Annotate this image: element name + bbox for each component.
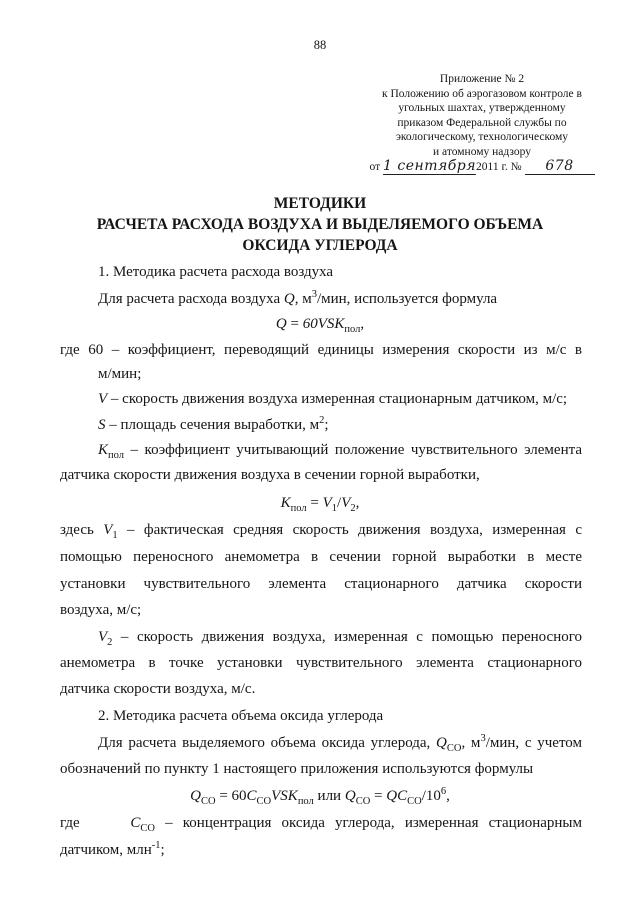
section-2-heading: 2. Методика расчета объема оксида углерода — [98, 708, 384, 724]
appendix-block — [364, 72, 600, 175]
title-line: РАСЧЕТА РАСХОДА ВОЗДУХА И ВЫДЕЛЯЕМОГО ОБЪЕМА — [96, 216, 544, 233]
paragraph: V – скорость движения воздуха измеренная стационарным датчиком, м/с; — [98, 391, 568, 407]
paragraph: $V_2$ – скорость движения воздуха, измеренная с помощью переносного — [98, 629, 582, 648]
appendix-line: экологическому, технологическому — [395, 131, 569, 143]
paragraph: обозначений по пункту 1 настоящего приложения используются формулы — [60, 761, 534, 777]
paragraph: помощью переносного анемометра в сечении горной выработки в месте — [60, 549, 582, 565]
formula-co-volume: $Q_{CO} = 60C_{CO}VSK_{пол}$ или $Q_{CO} = QC_{CO}/10^6$, — [190, 786, 450, 807]
paragraph: S – площадь сечения выработки, $м^2$; — [98, 415, 329, 433]
appendix-line: Приложение № 2 — [439, 73, 525, 85]
handwritten-date: 1 сентября — [383, 158, 477, 174]
paragraph: где 60 – коэффициент, переводящий единицы измерения скорости из м/с в — [60, 342, 582, 358]
paragraph: датчика скорости движения воздуха в сечении горной выработки, — [60, 467, 480, 483]
appendix-line: к Положению об аэрогазовом контроле в — [382, 87, 582, 100]
title-line: МЕТОДИКИ — [273, 195, 367, 212]
section-1-heading: 1. Методика расчета расхода воздуха — [98, 264, 334, 280]
handwritten-number: 678 — [525, 159, 595, 175]
paragraph: воздуха, м/с; — [60, 602, 142, 618]
appendix-date-line — [364, 159, 600, 175]
appendix-line: и атомному надзору — [433, 145, 531, 158]
paragraph: установки чувствительного элемента стационарного датчика скорости — [60, 576, 582, 592]
formula-air-flow: $Q = 60VSK_{пол}$, — [275, 316, 365, 335]
appendix-line: угольных шахтах, утвержденному — [398, 102, 566, 114]
year-text: 2011 г. № — [476, 161, 522, 173]
formula-k-pol: $K_{пол} = V_1/V_2$, — [280, 495, 360, 514]
paragraph: Для расчета расхода воздуха Q, $м^3$/мин, используется формула — [98, 289, 498, 307]
paragraph: датчика скорости воздуха, м/с. — [60, 681, 256, 697]
title-line: ОКСИДА УГЛЕРОДА — [242, 237, 398, 254]
paragraph: здесь $V_1$ – фактическая средняя скорость движения воздуха, измеренная с — [60, 522, 582, 541]
appendix-line: приказом Федеральной службы по — [397, 116, 567, 129]
paragraph: где $C_{CO}$ – концентрация оксида углерода, измеренная стационарным — [60, 815, 583, 834]
paragraph: $K_{пол}$ – коэффициент учитывающий положение чувствительного элемента — [98, 442, 582, 461]
paragraph: датчиком, млн$^{-1}$; — [60, 840, 165, 858]
paragraph: Для расчета выделяемого объема оксида углерода, $Q_{CO}$, $м^3$/мин, с учетом — [98, 733, 583, 754]
paragraph: анемометра в точке установки чувствительного элемента стационарного — [60, 655, 582, 671]
page-number: 88 — [313, 38, 327, 52]
paragraph: м/мин; — [98, 366, 142, 382]
document-title — [0, 193, 640, 256]
date-prefix: от — [369, 161, 381, 173]
